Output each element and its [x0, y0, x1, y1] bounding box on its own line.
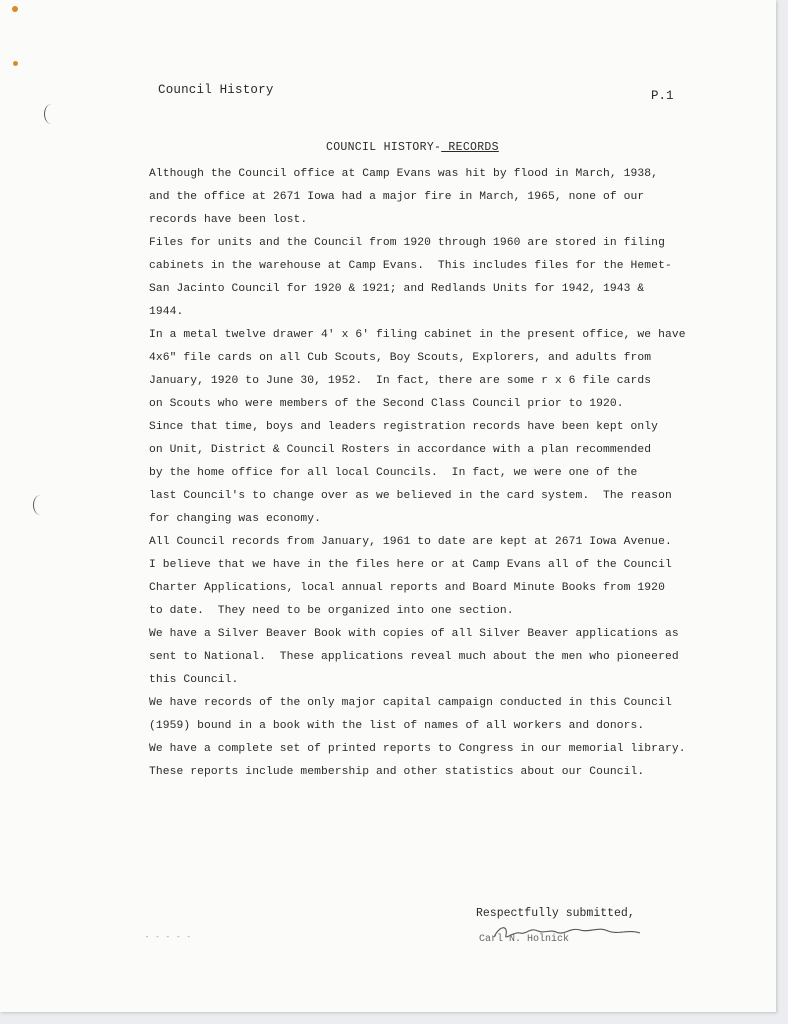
body-line: 1944. [149, 306, 184, 318]
body-line: 4x6" file cards on all Cub Scouts, Boy Scouts, Explorers, and adults from [149, 352, 652, 364]
body-line: We have a Silver Beaver Book with copies of all Silver Beaver applications as [149, 628, 679, 640]
body-line: on Scouts who were members of the Second Class Council prior to 1920. [149, 398, 624, 410]
body-line: All Council records from January, 1961 to date are kept at 2671 Iowa Avenue. [149, 536, 672, 548]
body-line: (1959) bound in a book with the list of names of all workers and donors. [149, 720, 645, 732]
closing-line: Respectfully submitted, [476, 907, 635, 920]
body-line: Charter Applications, local annual reports and Board Minute Books from 1920 [149, 582, 665, 594]
punch-hole-mark [33, 495, 48, 515]
page-number: P.1 [651, 89, 674, 103]
body-line: for changing was economy. [149, 513, 321, 525]
punch-hole-mark [44, 104, 59, 124]
body-line: Since that time, boys and leaders registration records have been kept only [149, 421, 659, 433]
body-line: to date. They need to be organized into one section. [149, 605, 514, 617]
body-line: We have records of the only major capital campaign conducted in this Council [149, 697, 672, 709]
body-line: sent to National. These applications reveal much about the men who pioneered [149, 651, 679, 663]
body-line: We have a complete set of printed reports to Congress in our memorial library. [149, 743, 686, 755]
footer-mark: - - - - - [145, 934, 192, 942]
body-line: on Unit, District & Council Rosters in accordance with a plan recommended [149, 444, 652, 456]
document-title-main: COUNCIL HISTORY- [326, 141, 442, 154]
body-line: last Council's to change over as we believed in the card system. The reason [149, 490, 672, 502]
document-title [326, 141, 499, 154]
body-line: by the home office for all local Councils. In fact, we were one of the [149, 467, 638, 479]
body-line: I believe that we have in the files here or at Camp Evans all of the Council [149, 559, 672, 571]
body-line: and the office at 2671 Iowa had a major fire in March, 1965, none of our [149, 191, 645, 203]
body-line: January, 1920 to June 30, 1952. In fact, there are some r x 6 file cards [149, 375, 652, 387]
body-text [149, 163, 729, 784]
stain-mark [12, 6, 18, 12]
document-title-underlined: RECORDS [441, 141, 499, 154]
body-line: These reports include membership and other statistics about our Council. [149, 766, 645, 778]
body-line: this Council. [149, 674, 239, 686]
body-line: San Jacinto Council for 1920 & 1921; and Redlands Units for 1942, 1943 & [149, 283, 645, 295]
body-line: Although the Council office at Camp Evans was hit by flood in March, 1938, [149, 168, 659, 180]
body-line: cabinets in the warehouse at Camp Evans. This includes files for the Hemet- [149, 260, 672, 272]
body-line: Files for units and the Council from 1920 through 1960 are stored in filing [149, 237, 665, 249]
stain-mark [13, 61, 18, 66]
running-header-title: Council History [158, 83, 274, 97]
body-line: In a metal twelve drawer 4' x 6' filing cabinet in the present office, we have [149, 329, 686, 341]
body-line: records have been lost. [149, 214, 308, 226]
signer-name: Carl N. Holnick [479, 934, 570, 945]
